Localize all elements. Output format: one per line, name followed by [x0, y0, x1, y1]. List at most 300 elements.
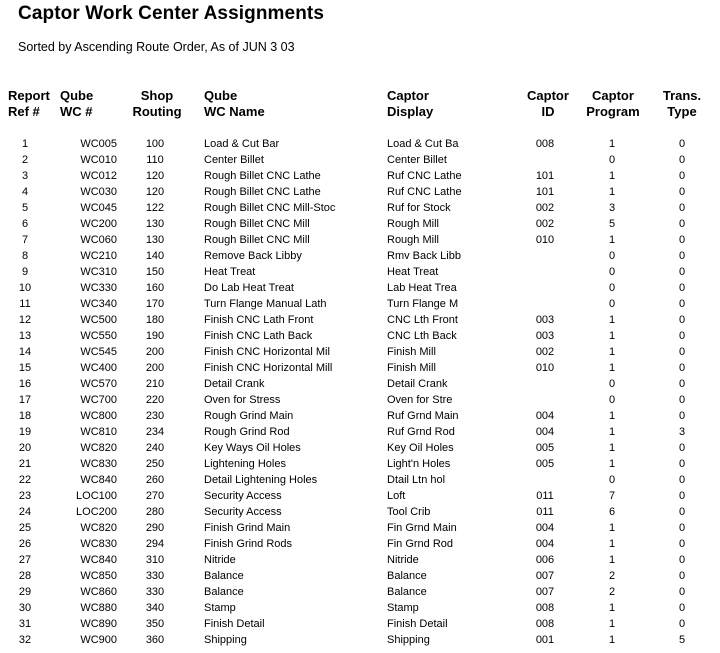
column-header-captor-id: [522, 88, 574, 120]
cell-shop-routing: 120: [145, 170, 165, 182]
cell-ref: 2: [21, 154, 29, 166]
column-header-line: Captor: [387, 88, 429, 103]
cell-shop-routing: 120: [145, 186, 165, 198]
column-header-line: Captor: [592, 88, 634, 103]
cell-captor-display: Rough Mill: [387, 218, 439, 230]
cell-trans-type: 0: [678, 586, 686, 598]
column-header-line: Program: [586, 104, 640, 119]
column-header-ref: [8, 88, 50, 120]
cell-captor-id: 002: [535, 346, 555, 358]
cell-wc-number: WC860: [80, 586, 117, 598]
cell-wc-number: WC700: [80, 394, 117, 406]
table-row: [0, 520, 720, 536]
table-row: [0, 296, 720, 312]
cell-captor-id: 002: [535, 218, 555, 230]
cell-captor-display: Detail Crank: [387, 378, 448, 390]
cell-wc-number: WC012: [80, 170, 117, 182]
cell-captor-display: Ruf for Stock: [387, 202, 451, 214]
cell-shop-routing: 210: [145, 378, 165, 390]
cell-wc-number: WC830: [80, 458, 117, 470]
cell-captor-program: 1: [608, 186, 616, 198]
column-header-line: Routing: [132, 104, 182, 119]
cell-wc-name: Oven for Stress: [204, 394, 281, 406]
cell-wc-number: WC830: [80, 538, 117, 550]
cell-captor-program: 0: [608, 266, 616, 278]
cell-captor-id: 004: [535, 538, 555, 550]
cell-wc-name: Shipping: [204, 634, 247, 646]
cell-ref: 31: [18, 618, 32, 630]
cell-wc-number: WC400: [80, 362, 117, 374]
cell-captor-program: 1: [608, 138, 616, 150]
cell-wc-name: Center Billet: [204, 154, 264, 166]
table-row: [0, 456, 720, 472]
cell-wc-name: Finish CNC Horizontal Mil: [204, 346, 330, 358]
cell-trans-type: 0: [678, 282, 686, 294]
table-row: [0, 248, 720, 264]
cell-captor-program: 1: [608, 330, 616, 342]
cell-trans-type: 0: [678, 522, 686, 534]
cell-wc-name: Balance: [204, 586, 244, 598]
column-header-line: Type: [667, 104, 697, 119]
cell-captor-program: 1: [608, 522, 616, 534]
cell-shop-routing: 230: [145, 410, 165, 422]
table-row: [0, 280, 720, 296]
table-row: [0, 408, 720, 424]
cell-wc-name: Do Lab Heat Treat: [204, 282, 294, 294]
column-header-captor-program: [583, 88, 643, 120]
cell-captor-display: Dtail Ltn hol: [387, 474, 446, 486]
cell-captor-display: Balance: [387, 586, 427, 598]
cell-shop-routing: 250: [145, 458, 165, 470]
cell-shop-routing: 130: [145, 218, 165, 230]
cell-captor-program: 6: [608, 506, 616, 518]
cell-captor-display: Lab Heat Trea: [387, 282, 457, 294]
table-row: [0, 264, 720, 280]
cell-captor-display: Rough Mill: [387, 234, 439, 246]
cell-shop-routing: 350: [145, 618, 165, 630]
table-row: [0, 184, 720, 200]
cell-captor-id: 001: [535, 634, 555, 646]
table-row: [0, 616, 720, 632]
cell-trans-type: 0: [678, 218, 686, 230]
cell-ref: 24: [18, 506, 32, 518]
cell-captor-program: 3: [608, 202, 616, 214]
cell-shop-routing: 360: [145, 634, 165, 646]
cell-wc-number: WC030: [80, 186, 117, 198]
cell-captor-display: Fin Grnd Main: [387, 522, 457, 534]
cell-trans-type: 0: [678, 346, 686, 358]
cell-shop-routing: 140: [145, 250, 165, 262]
cell-captor-program: 5: [608, 218, 616, 230]
cell-shop-routing: 330: [145, 586, 165, 598]
cell-wc-name: Turn Flange Manual Lath: [204, 298, 327, 310]
cell-ref: 4: [21, 186, 29, 198]
cell-shop-routing: 280: [145, 506, 165, 518]
cell-wc-name: Rough Billet CNC Mill: [204, 234, 310, 246]
cell-ref: 32: [18, 634, 32, 646]
cell-captor-id: 002: [535, 202, 555, 214]
table-row: [0, 392, 720, 408]
table-row: [0, 136, 720, 152]
cell-wc-number: WC545: [80, 346, 117, 358]
column-header-trans-type: [656, 88, 708, 120]
cell-shop-routing: 200: [145, 346, 165, 358]
cell-shop-routing: 310: [145, 554, 165, 566]
cell-captor-program: 0: [608, 282, 616, 294]
cell-ref: 21: [18, 458, 32, 470]
cell-ref: 25: [18, 522, 32, 534]
table-row: [0, 424, 720, 440]
cell-ref: 22: [18, 474, 32, 486]
table-row: [0, 312, 720, 328]
cell-trans-type: 0: [678, 506, 686, 518]
cell-shop-routing: 234: [145, 426, 165, 438]
cell-wc-number: WC800: [80, 410, 117, 422]
cell-captor-display: Stamp: [387, 602, 419, 614]
cell-ref: 23: [18, 490, 32, 502]
cell-wc-number: WC900: [80, 634, 117, 646]
cell-trans-type: 0: [678, 394, 686, 406]
cell-wc-number: WC840: [80, 474, 117, 486]
cell-captor-program: 1: [608, 346, 616, 358]
cell-ref: 15: [18, 362, 32, 374]
cell-shop-routing: 110: [146, 154, 164, 166]
cell-captor-id: 011: [536, 490, 554, 502]
table-row: [0, 168, 720, 184]
cell-ref: 18: [18, 410, 32, 422]
cell-shop-routing: 220: [145, 394, 165, 406]
report-title: Captor Work Center Assignments: [18, 3, 324, 24]
column-header-line: Qube: [204, 88, 238, 103]
cell-captor-display: CNC Lth Back: [387, 330, 457, 342]
table-row: [0, 600, 720, 616]
cell-ref: 28: [18, 570, 32, 582]
cell-captor-display: Fin Grnd Rod: [387, 538, 454, 550]
cell-ref: 29: [18, 586, 32, 598]
cell-trans-type: 0: [678, 330, 686, 342]
cell-captor-id: 004: [535, 410, 555, 422]
cell-ref: 30: [18, 602, 32, 614]
cell-captor-display: Heat Treat: [387, 266, 439, 278]
table-row: [0, 360, 720, 376]
table-row: [0, 200, 720, 216]
cell-wc-number: WC850: [80, 570, 117, 582]
cell-shop-routing: 130: [145, 234, 165, 246]
cell-wc-number: LOC200: [76, 506, 117, 518]
cell-trans-type: 0: [678, 266, 686, 278]
cell-trans-type: 5: [678, 634, 686, 646]
cell-captor-id: 008: [535, 138, 555, 150]
cell-captor-display: Oven for Stre: [387, 394, 453, 406]
cell-trans-type: 0: [678, 362, 686, 374]
column-header-shop-routing: [130, 88, 184, 120]
cell-captor-program: 1: [608, 362, 616, 374]
cell-trans-type: 0: [678, 234, 686, 246]
cell-wc-number: WC210: [80, 250, 117, 262]
cell-trans-type: 0: [678, 570, 686, 582]
table-row: [0, 584, 720, 600]
cell-shop-routing: 150: [145, 266, 165, 278]
cell-captor-id: 005: [535, 458, 555, 470]
cell-ref: 19: [18, 426, 32, 438]
cell-trans-type: 0: [678, 170, 686, 182]
table-row: [0, 328, 720, 344]
cell-wc-name: Balance: [204, 570, 244, 582]
cell-captor-program: 2: [608, 570, 616, 582]
cell-captor-program: 0: [608, 378, 616, 390]
cell-wc-name: Rough Billet CNC Lathe: [204, 186, 321, 198]
column-header-line: Shop: [140, 88, 174, 103]
cell-shop-routing: 160: [145, 282, 165, 294]
cell-wc-number: WC340: [80, 298, 117, 310]
cell-wc-number: WC200: [80, 218, 117, 230]
cell-wc-number: WC330: [80, 282, 117, 294]
cell-wc-name: Detail Lightening Holes: [204, 474, 318, 486]
cell-ref: 27: [18, 554, 32, 566]
cell-wc-number: WC045: [80, 202, 117, 214]
cell-captor-display: Turn Flange M: [387, 298, 459, 310]
cell-captor-program: 1: [608, 602, 616, 614]
cell-captor-id: 004: [535, 522, 555, 534]
cell-wc-number: WC060: [80, 234, 117, 246]
cell-captor-program: 1: [608, 170, 616, 182]
cell-trans-type: 0: [678, 298, 686, 310]
cell-ref: 20: [18, 442, 32, 454]
cell-wc-number: WC840: [80, 554, 117, 566]
cell-ref: 26: [18, 538, 32, 550]
cell-shop-routing: 200: [145, 362, 165, 374]
cell-wc-name: Security Access: [204, 506, 282, 518]
cell-wc-number: WC500: [80, 314, 117, 326]
cell-wc-number: WC880: [80, 602, 117, 614]
cell-wc-name: Key Ways Oil Holes: [204, 442, 301, 454]
table-row: [0, 376, 720, 392]
cell-shop-routing: 294: [145, 538, 165, 550]
cell-captor-id: 101: [535, 170, 555, 182]
cell-captor-id: 008: [535, 618, 555, 630]
column-header-line: ID: [541, 104, 555, 119]
cell-trans-type: 0: [678, 202, 686, 214]
column-header-line: Captor: [527, 88, 569, 103]
cell-captor-display: Center Billet: [387, 154, 447, 166]
cell-captor-program: 0: [608, 474, 616, 486]
cell-captor-program: 2: [608, 586, 616, 598]
cell-captor-id: 007: [535, 570, 555, 582]
cell-wc-name: Detail Crank: [204, 378, 265, 390]
cell-trans-type: 0: [678, 490, 686, 502]
cell-wc-name: Rough Grind Rod: [204, 426, 290, 438]
cell-captor-display: Ruf Grnd Rod: [387, 426, 455, 438]
cell-captor-id: 010: [535, 234, 555, 246]
table-row: [0, 632, 720, 648]
cell-ref: 7: [21, 234, 29, 246]
cell-captor-display: Light'n Holes: [387, 458, 451, 470]
column-header-line: Trans.: [662, 88, 702, 103]
cell-shop-routing: 330: [145, 570, 165, 582]
cell-shop-routing: 122: [145, 202, 165, 214]
cell-wc-name: Nitride: [204, 554, 236, 566]
cell-captor-program: 0: [608, 394, 616, 406]
cell-captor-id: 007: [535, 586, 555, 598]
column-header-line: Report: [8, 88, 50, 103]
cell-wc-name: Finish Detail: [204, 618, 265, 630]
cell-wc-name: Heat Treat: [204, 266, 256, 278]
cell-trans-type: 0: [678, 138, 686, 150]
cell-shop-routing: 290: [145, 522, 165, 534]
table-row: [0, 232, 720, 248]
table-row: [0, 440, 720, 456]
column-header-line: Ref #: [8, 104, 40, 119]
cell-ref: 13: [18, 330, 32, 342]
cell-captor-program: 1: [608, 442, 616, 454]
column-header-line: WC #: [60, 104, 93, 119]
cell-wc-number: WC820: [80, 522, 117, 534]
cell-wc-name: Stamp: [204, 602, 236, 614]
cell-captor-display: Rmv Back Libb: [387, 250, 461, 262]
cell-captor-program: 1: [608, 634, 616, 646]
cell-captor-display: Nitride: [387, 554, 419, 566]
cell-ref: 14: [18, 346, 32, 358]
cell-trans-type: 0: [678, 458, 686, 470]
cell-shop-routing: 180: [145, 314, 165, 326]
cell-shop-routing: 260: [145, 474, 165, 486]
cell-captor-program: 1: [608, 314, 616, 326]
column-header-line: Display: [387, 104, 434, 119]
cell-trans-type: 0: [678, 618, 686, 630]
cell-captor-display: CNC Lth Front: [387, 314, 458, 326]
cell-wc-number: WC570: [80, 378, 117, 390]
cell-wc-name: Rough Billet CNC Mill: [204, 218, 310, 230]
cell-captor-program: 1: [608, 410, 616, 422]
cell-wc-number: WC005: [80, 138, 117, 150]
cell-captor-display: Ruf Grnd Main: [387, 410, 459, 422]
cell-captor-id: 011: [536, 506, 554, 518]
cell-ref: 1: [21, 138, 29, 150]
cell-captor-display: Finish Detail: [387, 618, 448, 630]
cell-captor-id: 003: [535, 314, 555, 326]
cell-trans-type: 0: [678, 474, 686, 486]
table-row: [0, 152, 720, 168]
cell-captor-id: 006: [535, 554, 555, 566]
cell-wc-name: Rough Billet CNC Lathe: [204, 170, 321, 182]
column-header-wc: [60, 88, 93, 120]
cell-captor-display: Finish Mill: [387, 362, 436, 374]
table-row: [0, 568, 720, 584]
cell-captor-display: Ruf CNC Lathe: [387, 186, 462, 198]
cell-captor-id: 005: [535, 442, 555, 454]
cell-wc-name: Finish CNC Lath Front: [204, 314, 314, 326]
cell-captor-program: 1: [608, 538, 616, 550]
cell-ref: 12: [18, 314, 32, 326]
cell-captor-program: 1: [608, 234, 616, 246]
cell-trans-type: 0: [678, 154, 686, 166]
cell-trans-type: 0: [678, 314, 686, 326]
cell-wc-name: Finish Grind Rods: [204, 538, 293, 550]
cell-trans-type: 0: [678, 250, 686, 262]
cell-captor-program: 1: [608, 618, 616, 630]
cell-captor-id: 008: [535, 602, 555, 614]
table-body: [0, 136, 720, 648]
cell-trans-type: 0: [678, 442, 686, 454]
cell-trans-type: 0: [678, 602, 686, 614]
cell-ref: 10: [18, 282, 32, 294]
cell-ref: 17: [18, 394, 32, 406]
cell-wc-name: Load & Cut Bar: [204, 138, 280, 150]
cell-captor-display: Loft: [387, 490, 406, 502]
cell-trans-type: 0: [678, 554, 686, 566]
cell-shop-routing: 240: [145, 442, 165, 454]
cell-captor-display: Balance: [387, 570, 427, 582]
cell-captor-program: 0: [608, 298, 616, 310]
cell-wc-name: Finish CNC Horizontal Mill: [204, 362, 333, 374]
cell-ref: 6: [21, 218, 29, 230]
cell-wc-name: Lightening Holes: [204, 458, 286, 470]
cell-wc-number: WC810: [80, 426, 117, 438]
cell-trans-type: 0: [678, 410, 686, 422]
cell-captor-id: 010: [535, 362, 555, 374]
table-row: [0, 344, 720, 360]
cell-ref: 8: [21, 250, 29, 262]
cell-trans-type: 0: [678, 186, 686, 198]
cell-ref: 9: [21, 266, 29, 278]
cell-captor-display: Ruf CNC Lathe: [387, 170, 462, 182]
cell-captor-display: Finish Mill: [387, 346, 436, 358]
cell-wc-name: Finish CNC Lath Back: [204, 330, 313, 342]
cell-captor-program: 7: [608, 490, 616, 502]
cell-wc-number: WC310: [80, 266, 117, 278]
cell-captor-program: 1: [608, 458, 616, 470]
column-header-wc-name: [204, 88, 265, 120]
cell-trans-type: 3: [678, 426, 686, 438]
table-row: [0, 488, 720, 504]
cell-trans-type: 0: [678, 538, 686, 550]
cell-ref: 16: [18, 378, 32, 390]
cell-captor-id: 003: [535, 330, 555, 342]
cell-wc-number: WC820: [80, 442, 117, 454]
cell-wc-number: LOC100: [76, 490, 117, 502]
column-header-line: Qube: [60, 88, 94, 103]
cell-ref: 5: [21, 202, 29, 214]
report-subtitle: Sorted by Ascending Route Order, As of JUN 3 03: [18, 40, 295, 54]
cell-wc-number: WC010: [80, 154, 117, 166]
column-header-line: WC Name: [204, 104, 265, 119]
cell-shop-routing: 270: [145, 490, 165, 502]
table-row: [0, 552, 720, 568]
cell-wc-name: Remove Back Libby: [204, 250, 302, 262]
table-row: [0, 216, 720, 232]
cell-wc-number: WC890: [80, 618, 117, 630]
cell-captor-id: 101: [535, 186, 555, 198]
cell-captor-program: 1: [608, 426, 616, 438]
cell-ref: 3: [21, 170, 29, 182]
cell-captor-program: 0: [608, 154, 616, 166]
cell-captor-display: Shipping: [387, 634, 430, 646]
cell-wc-name: Finish Grind Main: [204, 522, 291, 534]
cell-shop-routing: 340: [145, 602, 165, 614]
table-row: [0, 504, 720, 520]
cell-shop-routing: 190: [145, 330, 165, 342]
cell-wc-number: WC550: [80, 330, 117, 342]
cell-wc-name: Security Access: [204, 490, 282, 502]
column-header-captor-display: [387, 88, 433, 120]
cell-captor-display: Key Oil Holes: [387, 442, 454, 454]
cell-shop-routing: 170: [145, 298, 165, 310]
cell-wc-name: Rough Billet CNC Mill-Stoc: [204, 202, 336, 214]
cell-ref: 11: [19, 298, 31, 310]
cell-captor-display: Tool Crib: [387, 506, 431, 518]
cell-captor-display: Load & Cut Ba: [387, 138, 459, 150]
cell-wc-name: Rough Grind Main: [204, 410, 294, 422]
